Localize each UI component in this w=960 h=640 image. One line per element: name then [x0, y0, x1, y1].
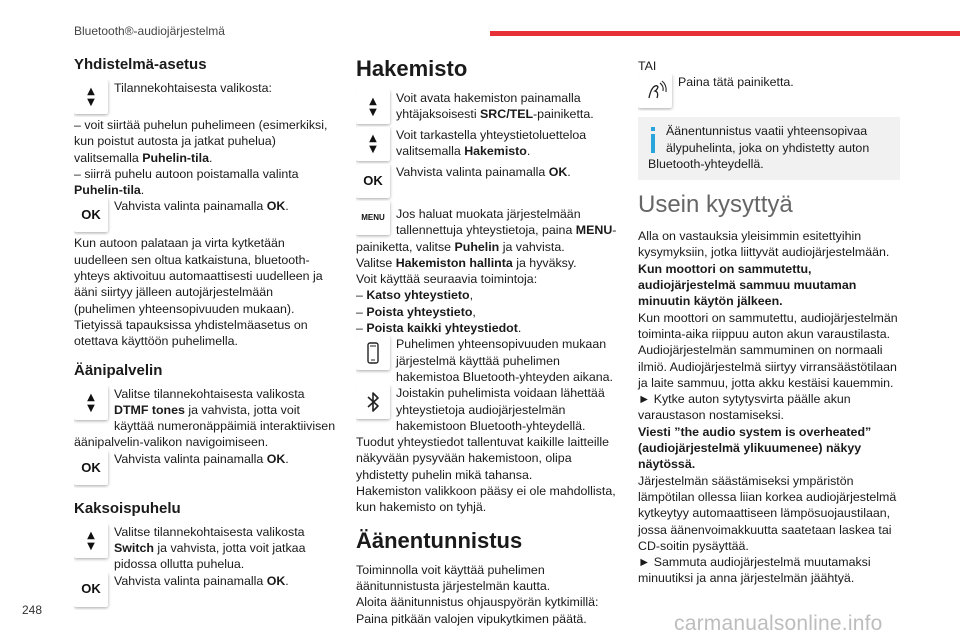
heading-aanentunnistus: Äänentunnistus	[356, 527, 523, 553]
info-icon	[648, 127, 658, 153]
heading-kaksoispuhelu: Kaksoispuhelu	[74, 499, 181, 517]
paragraph: ► Sammuta audiojärjestelmä muutamaksi minuutiksi ja anna järjestelmän jäähtyä.	[638, 555, 871, 586]
page-number: 248	[22, 603, 43, 617]
paragraph: Valitse tilannekohtaisesta valikosta Switch ja vahvista, jotta voit jatkaa pidossa ollutta puhelua.	[114, 524, 306, 572]
paragraph: Valitse tilannekohtaisesta valikosta DTMF tones ja vahvista, jotta voit käyttää numeronäppäimiä interaktiivisen äänipalvelin-valikon navigoimiseen.	[74, 386, 336, 450]
paragraph: – voit siirtää puhelun puhelimeen (esimerkiksi, kun poistut autosta ja jatkat puhelua) valitsemalla Puhelin-tila.	[74, 118, 328, 165]
paragraph: Paina tätä painiketta.	[678, 75, 794, 90]
heading-yhdistelma-asetus: Yhdistelmä-asetus	[74, 56, 207, 73]
paragraph: Tietyissä tapauksissa yhdistelmäasetus on otettava käyttöön puhelimella.	[74, 317, 308, 349]
menu-button-icon: MENU	[356, 201, 390, 235]
paragraph: Vahvista valinta painamalla OK.	[114, 199, 289, 214]
info-text: Äänentunnistus vaatii yhteensopivaa älypuhelinta, joka on yhdistetty auton Bluetooth-yhteydellä.	[648, 124, 870, 171]
paragraph: Voit tarkastella yhteystietoluetteloa valitsemalla Hakemisto.	[396, 128, 587, 159]
paragraph: Toiminnolla voit käyttää puhelimen äänitunnistusta järjestelmän kautta.	[356, 562, 551, 593]
paragraph: Hakemiston valikkoon pääsy ei ole mahdollista, kun hakemisto on tyhjä.	[356, 484, 616, 515]
heading-aanipalvelin: Äänipalvelin	[74, 361, 163, 379]
up-down-arrows-icon: ▲ ▼	[356, 90, 390, 124]
paragraph: Alla on vastauksia yleisimmin esitettyihin kysymyksiin, jotka liittyvät audiojärjestelmään.	[638, 229, 890, 260]
paragraph: Kun autoon palataan ja virta kytketään uudelleen sen oltua katkaistuna, bluetooth-yhteys aktivoituu automaattisesti uudelleen ja ääni siirtyy jälleen autojärjestelmään (puhelimen yhteensopivuuden mukaan).	[74, 236, 323, 316]
list-item: – Poista kaikki yhteystiedot.	[356, 321, 522, 336]
column-3	[638, 52, 900, 587]
paragraph: Aloita äänitunnistus ohjauspyörän kytkimillä:	[356, 595, 599, 610]
paragraph: Joistakin puhelimista voidaan lähettää yhteystietoja audiojärjestelmän hakemistoon Bluetooth-yhteydellä.	[396, 386, 605, 433]
paragraph: Vahvista valinta painamalla OK.	[396, 165, 571, 179]
up-down-arrows-icon: ▲ ▼	[74, 80, 108, 114]
paragraph: ► Kytke auton sytytysvirta päälle akun varaustason nostamiseksi.	[638, 392, 851, 423]
paragraph: Järjestelmän säästämiseksi ympäristön lämpötilan ollessa liian korkea audiojärjestelmä kytkeytyy automaattiseen lämpösuojaustilaan, jossa äänenvoimakkuutta saatetaan laskea tai CD-soitin pysäyttää.	[638, 473, 897, 553]
paragraph: Audiojärjestelmän sammuminen on normaali ilmiö. Audiojärjestelmä siirtyy virransäästötilaan ja laite sammuu, jotta akku kestäisi kauemmin.	[638, 343, 897, 390]
paragraph: Kun moottori on sammutettu, audiojärjestelmän toiminta-aika riippuu auton akun varaustilasta.	[638, 310, 898, 341]
paragraph: Tuodut yhteystiedot tallentuvat kaikille laitteille näkyvään pysyvään hakemistoon, olipa yhdistetty puhelin mikä tahansa.	[356, 435, 609, 482]
column-1	[74, 52, 336, 610]
paragraph: Vahvista valinta painamalla OK.	[114, 451, 289, 466]
up-down-arrows-icon: ▲ ▼	[74, 386, 108, 420]
up-down-arrows-icon: ▲ ▼	[74, 524, 108, 558]
paragraph: – siirrä puhelu autoon poistamalla valinta Puhelin-tila.	[74, 166, 299, 198]
paragraph: Voit avata hakemiston painamalla yhtäjaksoisesti SRC/TEL-painiketta.	[396, 91, 594, 122]
phone-icon	[356, 336, 390, 370]
header-accent-bar	[490, 31, 960, 36]
paragraph-tai: TAI	[638, 59, 657, 73]
up-down-arrows-icon: ▲ ▼	[356, 127, 390, 161]
running-header: Bluetooth®-audiojärjestelmä	[74, 24, 225, 38]
faq-question: Viesti ”the audio system is overheated” (audiojärjestelmä ylikuumenee) näkyy näytössä.	[638, 424, 872, 472]
voice-command-icon	[638, 74, 672, 108]
paragraph: Valitse Hakemiston hallinta ja hyväksy.	[356, 255, 577, 270]
info-box	[638, 117, 900, 180]
ok-button-icon: OK	[74, 198, 108, 232]
list-item: – Katso yhteystieto,	[356, 288, 474, 303]
watermark: carmanualsonline.info	[674, 612, 883, 635]
list-item: – Poista yhteystieto,	[356, 304, 476, 319]
heading-hakemisto: Hakemisto	[356, 56, 468, 81]
ok-button-icon: OK	[74, 451, 108, 485]
paragraph: Vahvista valinta painamalla OK.	[114, 573, 289, 588]
paragraph: Puhelimen yhteensopivuuden mukaan järjestelmä käyttää puhelimen hakemistoa Bluetooth-yhteyden aikana.	[396, 337, 613, 384]
ok-button-icon: OK	[356, 164, 390, 198]
column-2	[356, 52, 624, 627]
ok-button-icon: OK	[74, 573, 108, 607]
paragraph: Voit käyttää seuraavia toimintoja:	[356, 272, 538, 287]
bluetooth-icon	[356, 385, 390, 419]
paragraph: Paina pitkään valojen vipukytkimen päätä.	[356, 611, 587, 626]
faq-question: Kun moottori on sammutettu, audiojärjestelmä sammuu muutaman minuutin käytön jälkeen.	[638, 261, 857, 309]
paragraph: Tilannekohtaisesta valikosta:	[114, 81, 272, 95]
paragraph: Jos haluat muokata järjestelmään tallennettuja yhteystietoja, paina MENU-painiketta, valitse Puhelin ja vahvista.	[356, 207, 617, 254]
heading-usein-kysyttya: Usein kysyttyä	[638, 191, 793, 219]
